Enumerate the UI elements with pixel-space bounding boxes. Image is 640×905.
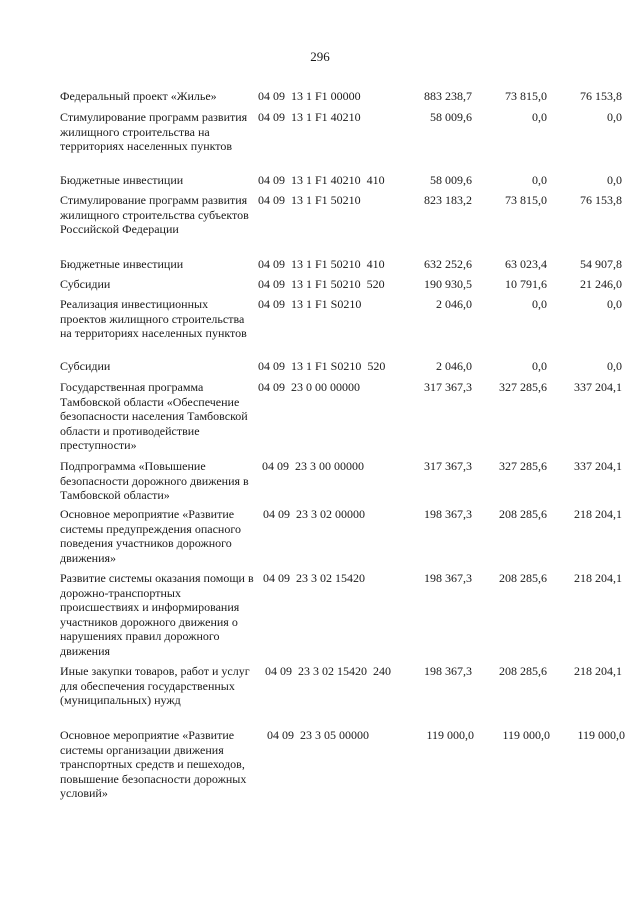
row-value-3: 0,0 bbox=[607, 173, 622, 187]
row-name: Реализация инвестиционных проектов жилищного строительства на территориях населенных пунктов bbox=[60, 297, 247, 341]
row-code: 04 09 23 3 02 15420 240 bbox=[265, 664, 391, 678]
row-code: 04 09 23 3 00 00000 bbox=[262, 459, 364, 473]
row-value-1: 317 367,3 bbox=[424, 380, 472, 394]
row-code: 04 09 13 1 F1 50210 520 bbox=[258, 277, 385, 291]
row-value-3: 218 204,1 bbox=[574, 507, 622, 521]
row-value-3: 76 153,8 bbox=[580, 89, 622, 103]
row-value-3: 21 246,0 bbox=[580, 277, 622, 291]
row-code: 04 09 23 3 05 00000 bbox=[267, 728, 369, 742]
row-value-2: 208 285,6 bbox=[499, 507, 547, 521]
row-value-3: 0,0 bbox=[607, 297, 622, 311]
row-value-1: 883 238,7 bbox=[424, 89, 472, 103]
row-value-3: 76 153,8 bbox=[580, 193, 622, 207]
row-name: Иные закупки товаров, работ и услуг для обеспечения государственных (муниципальных) нужд bbox=[60, 664, 250, 708]
row-value-3: 0,0 bbox=[607, 110, 622, 124]
row-name: Федеральный проект «Жилье» bbox=[60, 89, 217, 103]
row-code: 04 09 23 3 02 00000 bbox=[263, 507, 365, 521]
row-value-3: 54 907,8 bbox=[580, 257, 622, 271]
row-value-2: 73 815,0 bbox=[505, 193, 547, 207]
row-code: 04 09 23 3 02 15420 bbox=[263, 571, 365, 585]
row-code: 04 09 13 1 F1 50210 410 bbox=[258, 257, 385, 271]
row-value-1: 119 000,0 bbox=[426, 728, 474, 742]
row-value-3: 0,0 bbox=[607, 359, 622, 373]
row-value-1: 2 046,0 bbox=[436, 297, 472, 311]
row-name: Основное мероприятие «Развитие системы организации движения транспортных средств и пешеходов, повышение безопасности дорожных условий» bbox=[60, 728, 247, 801]
row-name: Развитие системы оказания помощи в дорожно-транспортных происшествиях и информирования участников дорожного движения о нарушениях правил дорожного движения bbox=[60, 571, 254, 658]
row-value-1: 632 252,6 bbox=[424, 257, 472, 271]
row-value-2: 0,0 bbox=[532, 173, 547, 187]
row-value-1: 198 367,3 bbox=[424, 507, 472, 521]
row-value-3: 119 000,0 bbox=[577, 728, 625, 742]
row-code: 04 09 13 1 F1 S0210 520 bbox=[258, 359, 386, 373]
row-value-2: 208 285,6 bbox=[499, 664, 547, 678]
row-name: Государственная программа Тамбовской области «Обеспечение безопасности населения Тамбовской области и противодействие преступности» bbox=[60, 380, 248, 453]
row-code: 04 09 13 1 F1 40210 410 bbox=[258, 173, 385, 187]
row-name: Бюджетные инвестиции bbox=[60, 173, 184, 187]
row-name: Субсидии bbox=[60, 359, 111, 373]
row-value-2: 10 791,6 bbox=[505, 277, 547, 291]
row-value-2: 63 023,4 bbox=[505, 257, 547, 271]
row-code: 04 09 13 1 F1 00000 bbox=[258, 89, 361, 103]
row-value-2: 327 285,6 bbox=[499, 459, 547, 473]
row-value-1: 317 367,3 bbox=[424, 459, 472, 473]
row-name: Подпрограмма «Повышение безопасности дорожного движения в Тамбовской области» bbox=[60, 459, 249, 503]
row-value-2: 73 815,0 bbox=[505, 89, 547, 103]
row-value-1: 198 367,3 bbox=[424, 571, 472, 585]
row-name: Стимулирование программ развития жилищного строительства субъектов Российской Федерации bbox=[60, 193, 249, 237]
row-value-3: 218 204,1 bbox=[574, 664, 622, 678]
row-value-1: 198 367,3 bbox=[424, 664, 472, 678]
row-code: 04 09 13 1 F1 40210 bbox=[258, 110, 361, 124]
row-value-2: 0,0 bbox=[532, 297, 547, 311]
row-value-2: 0,0 bbox=[532, 110, 547, 124]
row-value-2: 119 000,0 bbox=[502, 728, 550, 742]
page-number: 296 bbox=[310, 49, 330, 64]
row-value-3: 337 204,1 bbox=[574, 380, 622, 394]
row-value-2: 208 285,6 bbox=[499, 571, 547, 585]
row-value-1: 2 046,0 bbox=[436, 359, 472, 373]
row-name: Бюджетные инвестиции bbox=[60, 257, 184, 271]
row-code: 04 09 13 1 F1 S0210 bbox=[258, 297, 362, 311]
row-value-1: 823 183,2 bbox=[424, 193, 472, 207]
row-value-1: 190 930,5 bbox=[424, 277, 472, 291]
row-name: Стимулирование программ развития жилищного строительства на территориях населенных пунктов bbox=[60, 110, 248, 154]
row-value-1: 58 009,6 bbox=[430, 173, 472, 187]
row-code: 04 09 23 0 00 00000 bbox=[258, 380, 360, 394]
row-value-1: 58 009,6 bbox=[430, 110, 472, 124]
row-value-2: 327 285,6 bbox=[499, 380, 547, 394]
row-value-3: 218 204,1 bbox=[574, 571, 622, 585]
row-value-3: 337 204,1 bbox=[574, 459, 622, 473]
row-code: 04 09 13 1 F1 50210 bbox=[258, 193, 361, 207]
row-name: Основное мероприятие «Развитие системы предупреждения опасного поведения участников дорожного движения» bbox=[60, 507, 241, 565]
row-value-2: 0,0 bbox=[532, 359, 547, 373]
row-name: Субсидии bbox=[60, 277, 111, 291]
